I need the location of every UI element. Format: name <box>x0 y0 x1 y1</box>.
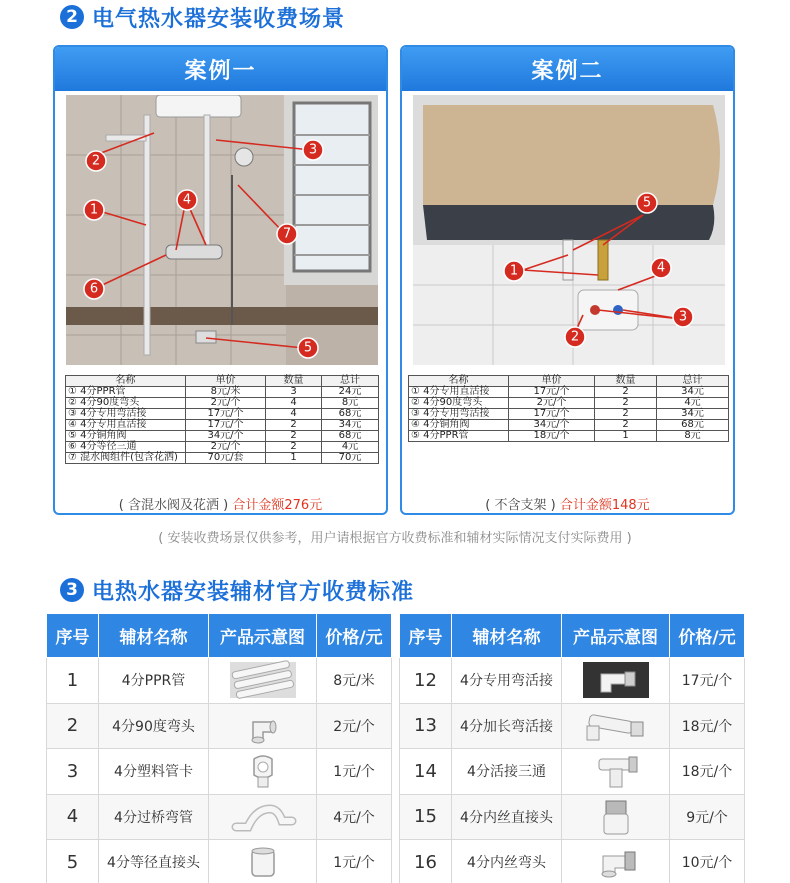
elbow-union-icon <box>581 660 651 700</box>
svg-text:7: 7 <box>282 226 292 242</box>
table-row: ② 4分90度弯头 2元/个 2 4元 <box>409 398 729 409</box>
female-thread-elbow-icon <box>581 842 651 882</box>
col-total: 总计 <box>657 376 729 387</box>
marker-6 <box>84 279 104 299</box>
marker-2 <box>565 327 585 347</box>
svg-text:1: 1 <box>89 202 99 218</box>
section-3-title <box>60 575 414 605</box>
table-row: ③ 4分专用弯活接 17元/个 2 34元 <box>409 409 729 420</box>
case-note: ( 含混水阀及花洒 ) <box>118 498 229 513</box>
marker-4 <box>651 258 671 278</box>
col-product-image: 产品示意图 <box>562 614 670 658</box>
table-row: ⑤ 4分铜角阀 34元/个 2 68元 <box>66 431 379 442</box>
case-two-card <box>400 45 735 515</box>
case-one-markers <box>66 95 378 365</box>
col-unit-price: 单价 <box>186 376 266 387</box>
case-one-summary <box>55 494 386 513</box>
bridge-bend-icon <box>228 797 298 837</box>
table-row: 5 4分等径直接头 1元/个 <box>47 840 392 883</box>
col-price: 价格/元 <box>317 614 392 658</box>
svg-text:3: 3 <box>308 142 318 158</box>
section-heading: 电气热水器安装收费场景 <box>92 6 346 32</box>
ppr-pipe-icon <box>228 660 298 700</box>
marker-1 <box>84 200 104 220</box>
marker-5 <box>637 193 657 213</box>
case-two-cost-table <box>408 375 729 442</box>
section-2-title <box>60 2 345 32</box>
case-total: 合计金额148元 <box>559 498 650 513</box>
svg-text:2: 2 <box>570 329 580 345</box>
table-row: 16 4分内丝弯头 10元/个 <box>400 840 745 883</box>
table-row: ④ 4分专用直活接 17元/个 2 34元 <box>66 420 379 431</box>
case-two-header: 案例二 <box>402 47 733 91</box>
case-two-markers <box>413 95 725 365</box>
col-material-name: 辅材名称 <box>99 614 209 658</box>
table-row: 13 4分加长弯活接 18元/个 <box>400 703 745 749</box>
svg-text:2: 2 <box>91 153 101 169</box>
col-name: 名称 <box>409 376 509 387</box>
col-price: 价格/元 <box>670 614 745 658</box>
table-row: ③ 4分专用弯活接 17元/个 4 68元 <box>66 409 379 420</box>
case-total: 合计金额276元 <box>232 498 323 513</box>
svg-text:5: 5 <box>642 195 652 211</box>
case-two-photo <box>413 95 725 365</box>
table-row: 14 4分活接三通 18元/个 <box>400 749 745 795</box>
col-serial: 序号 <box>400 614 452 658</box>
pipe-clip-icon <box>228 751 298 791</box>
standard-table-left <box>46 613 392 883</box>
section-number-badge: 2 <box>60 5 84 29</box>
table-row: 15 4分内丝直接头 9元/个 <box>400 794 745 840</box>
marker-7 <box>277 224 297 244</box>
svg-text:4: 4 <box>656 260 666 276</box>
table-row: 2 4分90度弯头 2元/个 <box>47 703 392 749</box>
elbow-icon <box>228 706 298 746</box>
svg-text:6: 6 <box>89 281 99 297</box>
col-total: 总计 <box>322 376 379 387</box>
section-number-badge: 3 <box>60 578 84 602</box>
col-name: 名称 <box>66 376 186 387</box>
table-row: 3 4分塑料管卡 1元/个 <box>47 749 392 795</box>
union-tee-icon <box>581 751 651 791</box>
svg-text:1: 1 <box>509 263 519 279</box>
table-row: ④ 4分铜角阀 34元/个 2 68元 <box>409 420 729 431</box>
female-thread-coupling-icon <box>581 797 651 837</box>
marker-5 <box>298 338 318 358</box>
svg-text:3: 3 <box>678 309 688 325</box>
svg-text:5: 5 <box>303 340 313 356</box>
case-one-photo <box>66 95 378 365</box>
table-row: ⑦ 混水阀组件(包含花洒) 70元/套 1 70元 <box>66 453 379 464</box>
table-row: ⑤ 4分PPR管 18元/个 1 8元 <box>409 431 729 442</box>
standard-table-right <box>399 613 745 883</box>
col-unit-price: 单价 <box>509 376 595 387</box>
col-qty: 数量 <box>595 376 657 387</box>
marker-4 <box>177 190 197 210</box>
section-heading: 电热水器安装辅材官方收费标准 <box>92 579 415 605</box>
col-product-image: 产品示意图 <box>209 614 317 658</box>
marker-3 <box>673 307 693 327</box>
table-row: 1 4分PPR管 8元/米 <box>47 658 392 704</box>
disclaimer-text: ( 安装收费场景仅供参考，用户请根据官方收费标准和辅材实际情况支付实际费用 ) <box>158 531 632 546</box>
table-row: ① 4分专用直活接 17元/个 2 34元 <box>409 387 729 398</box>
marker-1 <box>504 261 524 281</box>
straight-coupling-icon <box>228 842 298 882</box>
case-note: ( 不含支架 ) <box>485 498 556 513</box>
table-row: ① 4分PPR管 8元/米 3 24元 <box>66 387 379 398</box>
case-two-summary <box>402 494 733 513</box>
col-material-name: 辅材名称 <box>452 614 562 658</box>
col-serial: 序号 <box>47 614 99 658</box>
table-row: 12 4分专用弯活接 17元/个 <box>400 658 745 704</box>
long-elbow-union-icon <box>581 706 651 746</box>
table-row: 4 4分过桥弯管 4元/个 <box>47 794 392 840</box>
table-row: ② 4分90度弯头 2元/个 4 8元 <box>66 398 379 409</box>
marker-3 <box>303 140 323 160</box>
case-one-card <box>53 45 388 515</box>
case-one-cost-table <box>65 375 379 464</box>
table-row: ⑥ 4分等径三通 2元/个 2 4元 <box>66 442 379 453</box>
marker-2 <box>86 151 106 171</box>
col-qty: 数量 <box>266 376 322 387</box>
case-one-header: 案例一 <box>55 47 386 91</box>
svg-text:4: 4 <box>182 192 192 208</box>
